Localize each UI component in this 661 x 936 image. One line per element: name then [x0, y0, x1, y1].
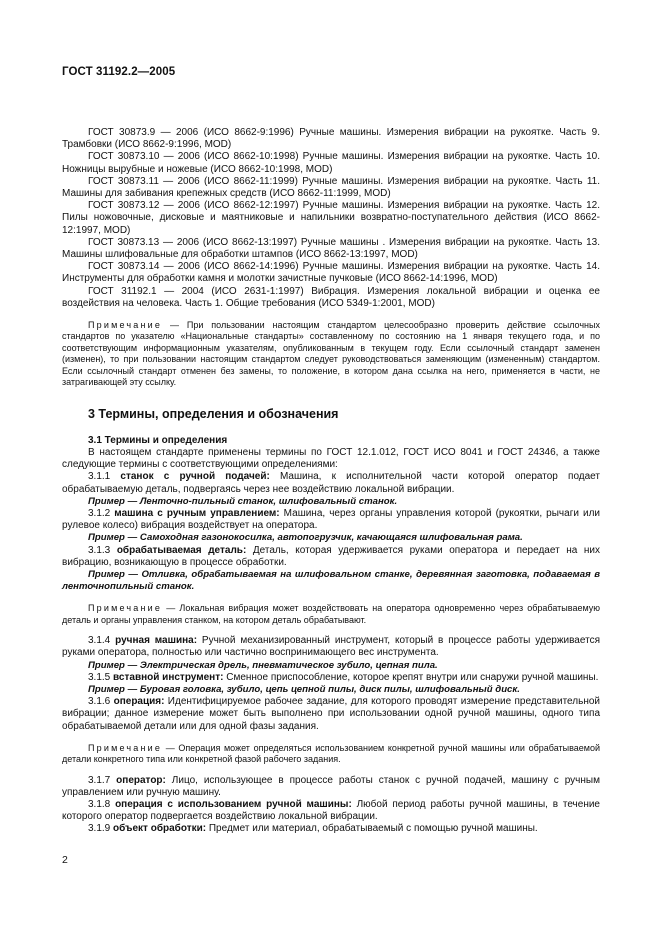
term-name: машина с ручным управлением: [114, 507, 280, 519]
term-number: 3.1.9 [88, 823, 114, 835]
note-text: — Локальная вибрация может воздействовать на оператора одновременно через обрабатываемую деталь и органы управления станком, на котором деталь обрабатывают. [62, 603, 600, 625]
term-number: 3.1.2 [88, 507, 115, 519]
term-3-1-3 [62, 545, 600, 569]
reference-item: ГОСТ 31192.1 — 2004 (ИСО 2631-1:1997) Вибрация. Измерения локальной вибрации и оценка ее воздействия на человека. Часть 1. Общие требования (ИСО 5349-1:2001, MOD) [62, 285, 600, 309]
section-title: 3 Термины, определения и обозначения [88, 407, 339, 422]
term-name: операция: [113, 696, 165, 708]
term-3-1-9 [62, 823, 600, 835]
note-text: — При пользовании настоящим стандартом целесообразно проверить действие ссылочных стандартов по указателю «Национальные стандарты» составленному по состоянию на 1 января текущего года, и по соответствующим информационным указателям, опубликованным в текущем году. Если ссылочный стандарт заменен (изменен), то при пользовании настоящим стандартом следует руководствоваться заменяющим (измененным) стандартом. Если ссылочный стандарт отменен без замены, то положение, в котором дана ссылка на него, применяется в части, не затрагивающей эту ссылку. [62, 320, 600, 388]
term-3-1-8 [62, 799, 600, 823]
term-number: 3.1.7 [88, 774, 117, 786]
term-number: 3.1.8 [88, 798, 116, 810]
term-definition: Сменное приспособление, которое крепят внутри или снаружи ручной машины. [223, 671, 599, 683]
term-name: станок с ручной подачей: [120, 471, 270, 483]
term-3-1-4 [62, 635, 600, 659]
term-name: оператор: [116, 774, 166, 786]
example: Пример — Самоходная газонокосилка, автопогрузчик, качающаяся шлифовальная рама. [88, 532, 523, 544]
term-number: 3.1.6 [88, 696, 114, 708]
term-3-1-5 [62, 672, 600, 684]
document-body [62, 127, 600, 836]
term-definition: Ручной механизированный инструмент, который в процессе работы удерживается руками оператора, полностью или частично воспринимающего вес инструмента. [62, 635, 600, 659]
page-number: 2 [62, 854, 68, 866]
example: Пример — Буровая головка, зубило, цепь цепной пилы, диск пилы, шлифовальный диск. [88, 683, 520, 695]
term-name: обрабатываемая деталь: [116, 544, 247, 556]
note-label: Примечание [88, 603, 163, 614]
term-3-1-6 [62, 696, 600, 733]
reference-item: ГОСТ 30873.12 — 2006 (ИСО 8662-12:1997) Ручные машины. Измерения вибрации на рукоятке. Часть 12. Пилы ножовочные, дисковые и маятниковые и напильники возвратно-поступательного действия (ИСО 8662-12:1997, MOD) [62, 200, 600, 236]
document-header: ГОСТ 31192.2—2005 [62, 66, 176, 78]
term-definition: Деталь, которая удерживается руками оператора и передает на них вибрацию, возникающую в процессе обработки. [62, 544, 600, 568]
note-label: Примечание [88, 742, 163, 753]
term-definition: Лицо, использующее в процессе работы станок с ручной подачей, машину с ручным управлением или ручную машину. [62, 774, 600, 798]
term-3-1-2 [62, 508, 600, 532]
term-number: 3.1.4 [88, 635, 116, 647]
term-3-1-7 [62, 775, 600, 799]
term-number: 3.1.5 [88, 671, 114, 683]
term-definition: Машина, через органы управления которой (рукоятки, рычаги или рулевое колесо) вибрация воздействует на оператора. [62, 507, 600, 532]
reference-item: ГОСТ 30873.11 — 2006 (ИСО 8662-11:1999) Ручные машины. Измерения вибрации на рукоятке. Часть 11. Машины для забивания крепежных средств (ИСО 8662-11:1999, MOD) [62, 175, 600, 200]
example: Пример — Электрическая дрель, пневматическое зубило, цепная пила. [88, 659, 438, 671]
note-3-1-3 [62, 603, 600, 626]
term-name: объект обработки: [113, 823, 207, 835]
term-definition: Идентифицируемое рабочее задание, для которого проводят измерение представительной вибрации; данное измерение может быть выполнено при использовании одной ручной машины, одного типа обрабатываемой детали или для одной фазы задания. [62, 696, 600, 732]
term-definition: Любой период работы ручной машины, в течение которого оператор подвергается воздействию локальной вибрации. [62, 798, 600, 823]
reference-item: ГОСТ 30873.13 — 2006 (ИСО 8662-13:1997) Ручные машины . Измерения вибрации на рукоятке. Часть 13. Машины шлифовальные для обработки штампов (ИСО 8662-13:1997, MOD) [62, 236, 600, 261]
note-references [62, 320, 600, 388]
term-definition: Машина, к исполнительной части которой оператор подает обрабатываемую деталь, подвергаясь через нее воздействию локальной вибрации. [62, 471, 600, 495]
term-name: операция с использованием ручной машины: [115, 798, 352, 810]
term-3-1-1 [62, 471, 600, 495]
term-number: 3.1.3 [88, 544, 117, 556]
term-name: вставной инструмент: [113, 671, 224, 683]
subsection-title: 3.1 Термины и определения [88, 434, 228, 446]
reference-item: ГОСТ 30873.14 — 2006 (ИСО 8662-14:1996) Ручные машины. Измерения вибрации на рукоятке. Часть 14. Инструменты для обработки камня и молотки зачистные пучковые (ИСО 8662-14:1996, MOD) [62, 261, 600, 285]
subsection-intro: В настоящем стандарте применены термины по ГОСТ 12.1.012, ГОСТ ИСО 8041 и ГОСТ 24346, а также следующие термины с соответствующими определениями: [62, 446, 600, 471]
note-label: Примечание [88, 320, 163, 331]
term-definition: Предмет или материал, обрабатываемый с помощью ручной машины. [206, 823, 538, 835]
note-3-1-6 [62, 743, 600, 766]
example: Пример — Отливка, обрабатываемая на шлифовальном станке, деревянная заготовка, подаваемая в ленточнопильный станок. [62, 568, 600, 593]
reference-item: ГОСТ 30873.9 — 2006 (ИСО 8662-9:1996) Ручные машины. Измерения вибрации на рукоятке. Часть 9. Трамбовки (ИСО 8662-9:1996, MOD) [62, 127, 600, 151]
term-number: 3.1.1 [88, 471, 121, 483]
note-text: — Операция может определяться использованием конкретной ручной машины или обрабатываемой детали конкретного типа или конкретной фазой рабочего задания. [62, 742, 600, 765]
example: Пример — Ленточно-пильный станок, шлифовальный станок. [88, 495, 398, 507]
reference-item: ГОСТ 30873.10 — 2006 (ИСО 8662-10:1998) Ручные машины. Измерения вибрации на рукоятке. Часть 10. Ножницы вырубные и ножевые (ИСО 8662-10:1998, MOD) [62, 151, 600, 175]
term-name: ручная машина: [115, 635, 198, 647]
